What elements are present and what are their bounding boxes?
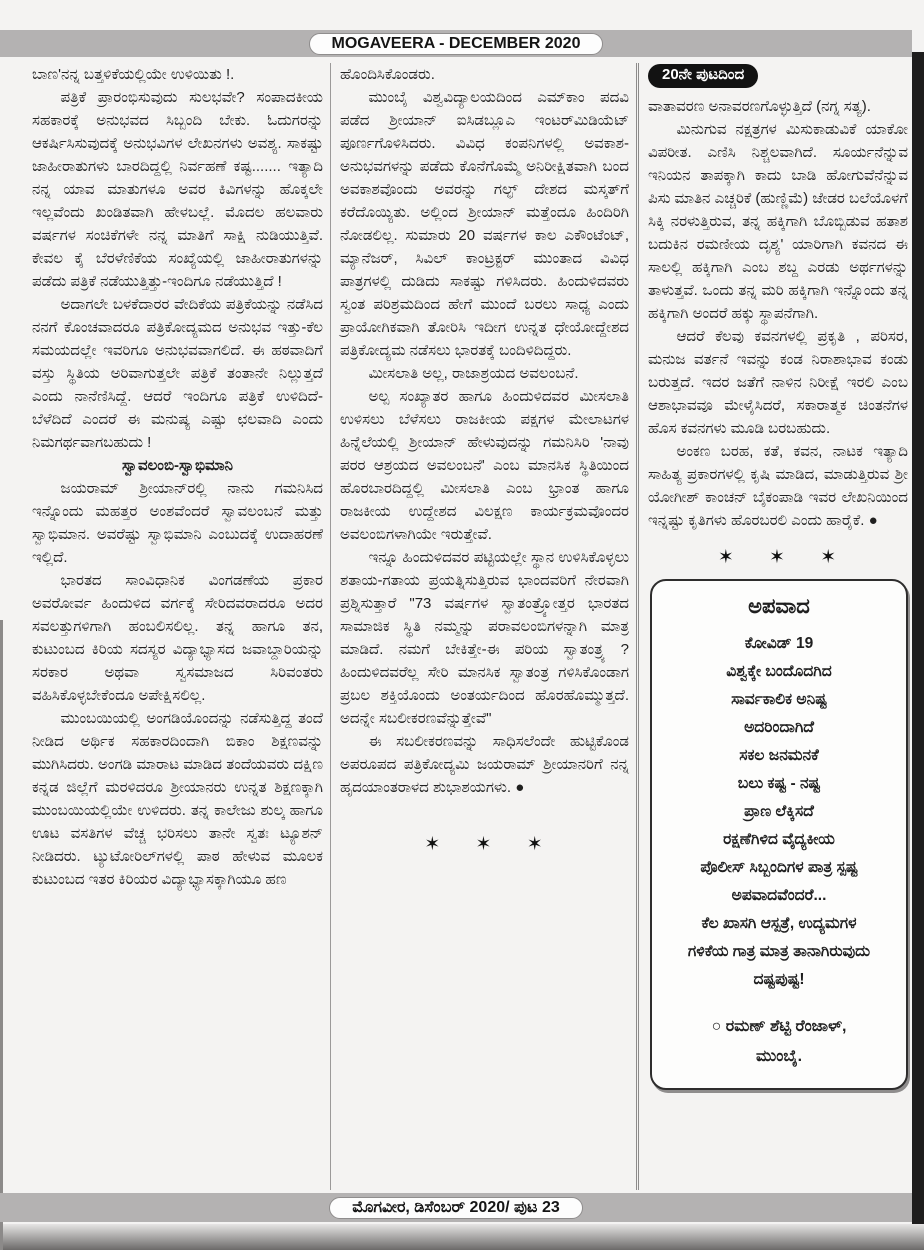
poem-line: ಅದರಿಂದಾಗಿದೆ (744, 719, 814, 736)
paragraph: ಬಾಣ'ನನ್ನ ಬತ್ತಳಿಕೆಯಲ್ಲಿಯೇ ಉಳಿಯಿತು !. (32, 66, 235, 83)
poem-line: ಕೋವಿಡ್ 19 (744, 635, 814, 652)
paragraph: ಅಂಕಣ ಬರಹ, ಕತೆ, ಕವನ, ನಾಟಕ ಇತ್ಯಾದಿ ಸಾಹಿತ್ಯ ಪ್ರಕಾರಗಳಲ್ಲಿ ಕೃಷಿ ಮಾಡಿದ, ಮಾಡುತ್ತಿರುವ ಶ್ರೀ ಯೋಗೀಶ್ ಕಾಂಚನ್ ಬೈಕಂಪಾಡಿ ಇವರ ಲೇಖನಿಯಿಂದ ಇನ್ನಷ್ಟು ಕೃತಿಗಳು ಹೊರಬರಲಿ ಎಂದು ಹಾರೈಕೆ. ● (648, 443, 908, 529)
poem-line: ಸಾರ್ವಕಾಲಿಕ ಅನಿಷ್ಟ (731, 691, 827, 708)
star-divider: ✶ ✶ ✶ (717, 547, 839, 568)
poem-line: ಸಕಲ ಜನಮನಕೆ (739, 747, 819, 764)
scan-bottom-shadow (0, 1224, 924, 1250)
poem-box (650, 579, 908, 1090)
footer-title: ಮೊಗವೀರ, ಡಿಸೆಂಬರ್ 2020/ ಪುಟ 23 (329, 1197, 583, 1219)
poem-line: ರಕ್ಷಣೆಗಿಳಿದ ವೈದ್ಯಕೀಯ (723, 831, 835, 848)
paragraph: ಆದರೆ ಕೆಲವು ಕವನಗಳಲ್ಲಿ ಪ್ರಕೃತಿ , ಪರಿಸರ, ಮನುಜ ವರ್ತನೆ ಇವನ್ನು ಕಂಡ ನಿರಾಶಾಭಾವ ಕಂಡು ಬರುತ್ತದೆ. ಇದರ ಜತೆಗೆ ನಾಳಿನ ನಿರೀಕ್ಷೆ ಇರಲಿ ಎಂಬ ಆಶಾಭಾವವೂ ಮೇಳೈಸಿದರೆ, ಸಕಾರಾತ್ಮಕ ಚಿಂತನೆಗಳ ಹೊಸ ಕವನಗಳು ಮೂಡಿ ಬರಬಹುದು. (648, 328, 908, 437)
poem-line: ದಷ್ಟಪುಷ್ಟ! (753, 971, 805, 988)
paragraph: ಮೀಸಲಾತಿ ಅಲ್ಲ, ರಾಜಾಶ್ರಯದ ಅವಲಂಬನೆ. (368, 365, 579, 382)
continuation-badge: 20ನೇ ಪುಟದಿಂದ (648, 64, 758, 88)
poem-line: ಕೆಲ ಖಾಸಗಿ ಆಸ್ಪತ್ರೆ, ಉದ್ಯಮಗಳ (701, 915, 857, 932)
paragraph: ವಾತಾವರಣ ಅನಾವರಣಗೊಳ್ಳುತ್ತಿದೆ (ನಗ್ನ ಸತ್ಯ). (648, 98, 871, 115)
poem-author (658, 1012, 900, 1072)
masthead-bar (0, 30, 912, 57)
paragraph: ಪತ್ರಿಕೆ ಪ್ರಾರಂಭಿಸುವುದು ಸುಲಭವೇ? ಸಂಪಾದಕೀಯ ಸಹಕಾರಕ್ಕೆ ಅನುಭವದ ಸಿಬ್ಬಂದಿ ಬೇಕು. ಓದುಗರನ್ನು ಆಕರ್ಷಿಸಿಸುವುದಕ್ಕೆ ಅನುಭವಿಗಳ ಲೇಖನಗಳು ಅವಶ್ಯ. ಸಾಕಷ್ಟು ಜಾಹೀರಾತುಗಳು ಬಾರದಿದ್ದಲ್ಲಿ ನಿರ್ವಹಣೆ ಕಷ್ಟ....... ಇತ್ಯಾದಿ ನನ್ನ ಯಾವ ಮಾತುಗಳೂ ಅವರ ಕಿವಿಗಳನ್ನು ಹೊಕ್ಕಲೇ ಇಲ್ಲವೆಂದು ಖಂಡಿತವಾಗಿ ಹೇಳಬಲ್ಲೆ. ಮೊದಲ ಹಲವಾರು ವರ್ಷಗಳ ಸಂಚಿಕೆಗಳೇ ನನ್ನ ಮಾತಿಗೆ ಸಾಕ್ಷಿ ನುಡಿಯುತ್ತಿವೆ. ಕೇವಲ ಕೈ ಬೆರಳೆಣಿಕೆಯ ಸಂಖ್ಯೆಯಲ್ಲಿ ಜಾಹೀರಾತುಗಳನ್ನು ಪಡೆದು ಪತ್ರಿಕೆ ನಡೆಯುತ್ತಿತ್ತು-ಇಂದಿಗೂ ನಡೆಯುತ್ತಿದೆ ! (32, 89, 323, 290)
masthead-title: MOGAVEERA - DECEMBER 2020 (309, 33, 604, 55)
poem-line: ಅಪವಾದವೆಂದರೆ... (731, 887, 827, 904)
poem-author-place: ಮುಂಬೈ. (755, 1048, 803, 1065)
section-heading: ಸ್ವಾವಲಂಬಿ-ಸ್ವಾಭಿಮಾನಿ (122, 457, 233, 474)
paragraph: ಹೊಂದಿಸಿಕೊಂಡರು. (340, 66, 435, 83)
scan-left-shadow (0, 620, 3, 1250)
poem-author-name: ○ ರಮಣ್ ಶೆಟ್ಟಿ ರೆಂಜಾಳ್, (711, 1018, 847, 1035)
paragraph: ಭಾರತದ ಸಾಂವಿಧಾನಿಕ ವಿಂಗಡಣೆಯ ಪ್ರಕಾರ ಅವರೋರ್ವ ಹಿಂದುಳಿದ ವರ್ಗಕ್ಕೆ ಸೇರಿದವರಾದರೂ ಅದರ ಸವಲತ್ತುಗಳಿಗಾಗಿ ಹಂಬಲಿಸಲಿಲ್ಲ. ತನ್ನ ಹಾಗೂ ತನ, ಕುಟುಂಬದ ಕಿರಿಯ ಸದಸ್ಯರ ವಿದ್ಯಾಭ್ಯಾಸದ ಜವಾಬ್ದಾರಿಯನ್ನು ಸರಕಾರ ಅಥವಾ ಸ್ವಸಮಾಜದ ಸಿರಿವಂತರು ವಹಿಸಿಕೊಳ್ಳಬೇಕೆಂದೂ ಅಪೇಕ್ಷಿಸಲಿಲ್ಲ. (32, 572, 323, 704)
poem-line: ವಿಶ್ವಕ್ಕೇ ಬಂದೊದಗಿದ (726, 663, 832, 680)
poem-line: ಪೊಲೀಸ್ ಸಿಬ್ಬಂದಿಗಳ ಪಾತ್ರ ಸ್ಪಷ್ಟ (700, 859, 858, 876)
star-divider: ✶ ✶ ✶ (424, 834, 545, 855)
paragraph: ಮುಂಬಯಿಯಲ್ಲಿ ಅಂಗಡಿಯೊಂದನ್ನು ನಡೆಸುತ್ತಿದ್ದ ತಂದೆ ನೀಡಿದ ಅರ್ಥಿಕ ಸಹಕಾರದಿಂದಾಗಿ ಬಿಕಾಂ ಶಿಕ್ಷಣವನ್ನು ಮುಗಿಸಿದರು. ಅಂಗಡಿ ಮಾರಾಟ ಮಾಡಿದ ತಂದೆಯವರು ದಕ್ಷಿಣ ಕನ್ನಡ ಜಿಲ್ಲೆಗೆ ಮರಳಿದರೂ ಶ್ರೀಯಾನರು ಉನ್ನತ ಶಿಕ್ಷಣಕ್ಕಾಗಿ ಮುಂಬಯಿಯಲ್ಲಿಯೇ ಉಳಿದರು. ತನ್ನ ಕಾಲೇಜು ಶುಲ್ಕ ಹಾಗೂ ಊಟ ವಸತಿಗಳ ವೆಚ್ಚ ಭರಿಸಲು ತಾನೇ ಸ್ವತಃ ಟ್ಯೂಶನ್ ನೀಡಿದರು. ಟ್ಯುಟೋರಿಲ್‌ಗಳಲ್ಲಿ ಪಾಠ ಹೇಳುವ ಮೂಲಕ ಕುಟುಂಬದ ಇತರ ಕಿರಿಯರ ವಿದ್ಯಾಭ್ಯಾಸಕ್ಕಾಗಿಯೂ ಹಣ (32, 710, 323, 888)
poem-line: ಬಲು ಕಷ್ಟ - ನಷ್ಟ (737, 775, 821, 792)
scan-right-shadow (912, 52, 924, 1250)
article-columns (32, 63, 910, 1190)
paragraph: ಜಯರಾಮ್ ಶ್ರೀಯಾನ್‌ರಲ್ಲಿ ನಾನು ಗಮನಿಸಿದ ಇನ್ನೊಂದು ಮಹತ್ತರ ಅಂಶವೆಂದರೆ ಸ್ವಾವಲಂಬನೆ ಮತ್ತು ಸ್ವಾಭಿಮಾನ. ಅವರೆಷ್ಟು ಸ್ವಾಭಿಮಾನಿ ಎಂಬುದಕ್ಕೆ ಉದಾಹರಣೆ ಇಲ್ಲಿದೆ. (32, 480, 323, 566)
column-3 (636, 63, 910, 1190)
column-1 (32, 63, 330, 1190)
poem-title: ಅಪವಾದ (748, 595, 810, 618)
poem-line: ಗಳಿಕೆಯ ಗಾತ್ರ ಮಾತ್ರ ತಾನಾಗಿರುವುದು (687, 943, 871, 960)
paragraph: ಮಿನುಗುವ ನಕ್ಷತ್ರಗಳ ಮಿಸುಕಾಡುವಿಕೆ ಯಾಕೋ ವಿಪರೀತ. ಎಣಿಸಿ ನಿಶ್ಚಲವಾಗಿದೆ. ಸೂರ್ಯನೆನ್ನುವ ಇನಿಯನ ತಾಪಕ್ಕಾಗಿ ಕಾದು ಬಾಡಿ ಹೋಗುವೆನೆನ್ನುವ ಪಿಸು ಮಾತಿನ ಎಚ್ಚರಿಕೆ (ಹುಣ್ಣಿಮೆ) ಜೇಡರ ಬಲೆಯೊಳಗೆ ಸಿಕ್ಕಿ ನರಳುತ್ತಿರುವ, ತನ್ನ ಹಕ್ಕಿಗಾಗಿ ಬೊಬ್ಬಿಡುವ ಹತಾಶ ಬದುಕಿನ ರಮಣೀಯ ದೃಶ್ಯ' ಯಾರಿಗಾಗಿ ಕವನದ ಈ ಸಾಲಲ್ಲಿ ಹಕ್ಕಿಗಾಗಿ ಎಂಬ ಶಬ್ದ ಎರಡು ಅರ್ಥಗಳನ್ನು ತಾಳುತ್ತವೆ. ಒಂದು ತನ್ನ ಮರಿ ಹಕ್ಕಿಗಾಗಿ ಇನ್ನೊಂದು ತನ್ನ ಹಕ್ಕಿಗಾಗಿ ಅಂದರೆ ಹಕ್ಕು ಸ್ಥಾಪನೆಗಾಗಿ. (648, 121, 908, 322)
paragraph: ಅದಾಗಲೇ ಬಳಕೆದಾರರ ವೇದಿಕೆಯ ಪತ್ರಿಕೆಯನ್ನು ನಡೆಸಿದ ನನಗೆ ಕೊಂಚವಾದರೂ ಪತ್ರಿಕೋದ್ಯಮದ ಅನುಭವ ಇತ್ತು-ಕೆಲ ಸಮಯದಲ್ಲೇ ಇವರಿಗೂ ಅನುಭವವಾಗಲಿದೆ. ಈ ಹಠವಾದಿಗೆ ವಸ್ತು ಸ್ಥಿತಿಯ ಅರಿವಾಗುತ್ತಲೇ ಪತ್ರಿಕೆ ತಂತಾನೇ ನಿಲ್ಲುತ್ತದೆ ಎಂದು ನಾನೆಣಿಸಿದ್ದೆ. ಆದರೆ ಇಂದಿಗೂ ಪತ್ರಿಕೆ ಉಳಿದಿದೆ-ಬೆಳೆದಿದೆ ಎಂದರೆ ಈ ಮನುಷ್ಯ ಎಷ್ಟು ಛಲವಾದಿ ಎಂದು ನಿಮಗರ್ಥವಾಗಬಹುದು ! (32, 296, 323, 451)
paragraph: ಇನ್ನೂ ಹಿಂದುಳಿದವರ ಪಟ್ಟಿಯಲ್ಲೇ ಸ್ಥಾನ ಉಳಿಸಿಕೊಳ್ಳಲು ಶತಾಯ-ಗತಾಯ ಪ್ರಯತ್ನಿಸುತ್ತಿರುವ ಭಾಂದವರಿಗೆ ನೇರವಾಗಿ ಪ್ರಶ್ನಿಸುತ್ತಾರೆ "73 ವರ್ಷಗಳ ಸ್ವಾತಂತ್ರ್ಯೋತ್ತರ ಭಾರತದ ಸಾಮಾಜಿಕ ಸ್ಥಿತಿ ನಮ್ಮನ್ನು ಪರಾವಲಂಬಿಗಳನ್ನಾಗಿ ಮಾತ್ರ ಮಾಡಿದೆ. ನಮಗೆ ಬೇಕಿತ್ತೇ-ಈ ಪರಿಯ ಸ್ವಾತಂತ್ರ್ಯ ? ಹಿಂದುಳಿದವರೆಲ್ಲ ಸೇರಿ ಮಾನಸಿಕ ಸ್ವಾತಂತ್ರ ಗಳಿಸಿಕೊಂಡಾಗ ಪ್ರಬಲ ಶಕ್ತಿಯೊಂದು ಅಂತರ್ಯದಿಂದ ಹೊರಹೊಮ್ಮುತ್ತದೆ. ಅದನ್ನೇ ಸಬಲೀಕರಣವೆನ್ನುತ್ತೇವೆ" (340, 549, 629, 727)
column-2 (330, 63, 636, 1190)
paragraph: ಈ ಸಬಲೀಕರಣವನ್ನು ಸಾಧಿಸಲೆಂದೇ ಹುಟ್ಟಿಕೊಂಡ ಅಪರೂಪದ ಪತ್ರಿಕೋದ್ಯಮಿ ಜಯರಾಮ್ ಶ್ರೀಯಾನರಿಗೆ ನನ್ನ ಹೃದಯಾಂತರಾಳದ ಶುಭಾಶಯಗಳು. ● (340, 733, 629, 796)
paragraph: ಅಲ್ಪ ಸಂಖ್ಯಾತರ ಹಾಗೂ ಹಿಂದುಳಿದವರ ಮೀಸಲಾತಿ ಉಳಿಸಲು ಬೆಳೆಸಲು ರಾಜಕೀಯ ಪಕ್ಷಗಳ ಮೇಲಾಟಗಳ ಹಿನ್ನೆಲೆಯಲ್ಲಿ ಶ್ರೀಯಾನ್ ಹೇಳುವುದನ್ನು ಗಮನಿಸಿರಿ 'ನಾವು ಪರರ ಆಶ್ರಯದ ಅವಲಂಬನೆ' ಎಂಬ ಮಾನಸಿಕ ಸ್ಥಿತಿಯಿಂದ ಹೊರಬಾರದಿದ್ದಲ್ಲಿ ಮೀಸಲಾತಿ ಎಂಬ ಭ್ರಾಂತ ಹಾಗೂ ರಾಜಕೀಯ ಉದ್ದೇಶದ ವಿಲಕ್ಷಣ ಕಾರ್ಯಕ್ರಮವೊಂದರ ಅವಲಂಬಿಗಳಾಗಿಯೇ ಇರುತ್ತೇವೆ. (340, 388, 629, 543)
paragraph: ಮುಂಬೈ ವಿಶ್ವವಿದ್ಯಾಲಯದಿಂದ ಎಮ್‌ಕಾಂ ಪದವಿ ಪಡೆದ ಶ್ರೀಯಾನ್ ಐಸಿಡಬ್ಲೂಎ ಇಂಟರ್‌ಮಿಡಿಯೆಟ್ ಪೂರ್ಣಗೊಳಿಸಿದರು. ವಿವಿಧ ಕಂಪನಿಗಳಲ್ಲಿ ಅವಕಾಶ-ಅನುಭವಗಳನ್ನು ಪಡೆದು ಕೊನೆಗೊಮ್ಮೆ ಅನಿರೀಕ್ಷಿತವಾಗಿ ಬಂದ ಅವಕಾಶವೊಂದು ಅವರನ್ನು ಗಲ್ಫ್ ದೇಶದ ಮಸ್ಕತ್‌ಗೆ ಕರೆದೊಯ್ಯಿತು. ಅಲ್ಲಿಂದ ಶ್ರೀಯಾನ್ ಮತ್ತೆಂದೂ ಹಿಂದಿರಿಗಿ ನೋಡಲಿಲ್ಲ. ಸುಮಾರು 20 ವರ್ಷಗಳ ಕಾಲ ಎಕೌಂಟೆಂಟ್, ಮ್ಯಾನೆಜರ್, ಸಿವಿಲ್ ಕಾಂಟ್ರಕ್ಟರ್ ಮುಂತಾದ ವಿವಿಧ ಪಾತ್ರಗಳಲ್ಲಿ ದುಡಿದು ಸಾಕಷ್ಟು ಗಳಿಸಿದರು. ಹಿಂದುಳಿದವರು ಸ್ವಂತ ಪರಿಶ್ರಮದಿಂದ ಹೇಗೆ ಮುಂದೆ ಬರಲು ಸಾಧ್ಯ ಎಂದು ಪ್ರಾಯೋಗಿಕವಾಗಿ ತೋರಿಸಿ ಇದೀಗ ಉನ್ನತ ಧೇಯೋದ್ದೇಶದ ಪತ್ರಿಕೋದ್ಯಮ ನಡೆಸಲು ಭಾರತಕ್ಕೆ ಬಂದಿಳಿದಿದ್ದರು. (340, 89, 629, 359)
footer-bar (0, 1193, 912, 1222)
poem-line: ಪ್ರಾಣ ಲೆಕ್ಕಿಸದೆ (744, 803, 814, 820)
